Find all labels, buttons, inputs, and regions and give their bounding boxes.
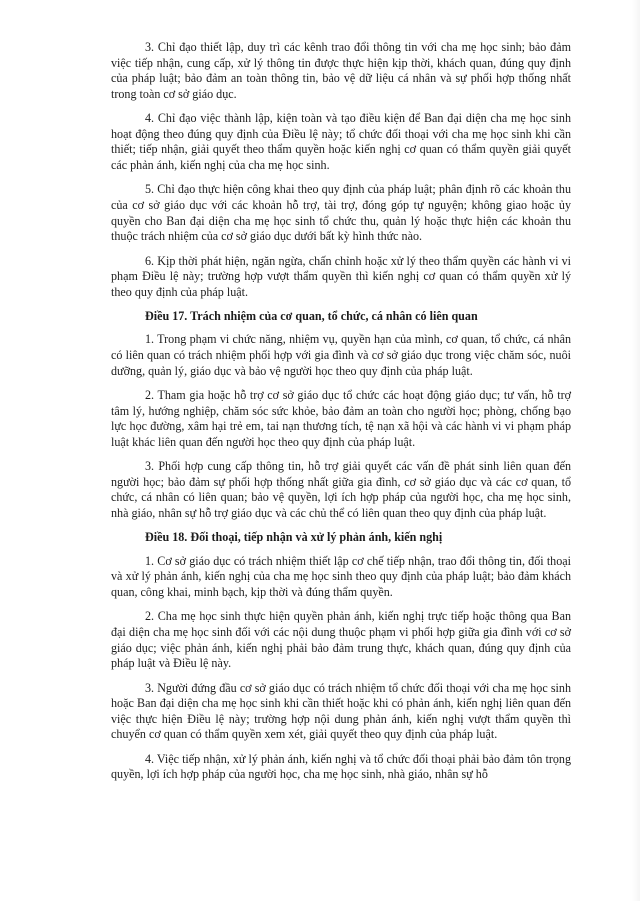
- article-16-clause-3: 3. Chỉ đạo thiết lập, duy trì các kênh trao đổi thông tin với cha mẹ học sinh; bảo đảm việc tiếp nhận, cung cấp, xử lý thông tin được thực hiện kịp thời, khách quan, đúng quy định của pháp luật; bảo đảm an toàn thông tin, bảo vệ dữ liệu cá nhân và sự phối hợp thống nhất trong toàn cơ sở giáo dục.: [111, 40, 571, 101]
- article-18-clause-1: 1. Cơ sở giáo dục có trách nhiệm thiết lập cơ chế tiếp nhận, trao đổi thông tin, đối thoại và xử lý phản ánh, kiến nghị của cha mẹ học sinh theo quy định của pháp luật; bảo đảm khách quan, công khai, minh bạch, kịp thời và đúng thẩm quyền.: [111, 553, 571, 599]
- article-18-clause-3: 3. Người đứng đầu cơ sở giáo dục có trách nhiệm tổ chức đối thoại với cha mẹ học sinh hoặc Ban đại diện cha mẹ học sinh khi cần thiết hoặc khi có phản ánh, kiến nghị liên quan đến việc thực hiện Điều lệ này; trường hợp nội dung phản ánh, kiến nghị vượt thẩm quyền thì chuyển cơ quan có thẩm quyền xem xét, giải quyết theo quy định của pháp luật.: [111, 680, 571, 742]
- article-17-clause-1: 1. Trong phạm vi chức năng, nhiệm vụ, quyền hạn của mình, cơ quan, tổ chức, cá nhân có liên quan có trách nhiệm phối hợp với gia đình và cơ sở giáo dục trong việc chăm sóc, nuôi dưỡng, quản lý, giáo dục và bảo vệ người học theo quy định của pháp luật.: [111, 332, 571, 378]
- article-18-clause-2: 2. Cha mẹ học sinh thực hiện quyền phản ánh, kiến nghị trực tiếp hoặc thông qua Ban đại diện cha mẹ học sinh đối với các nội dung thuộc phạm vi phối hợp giữa gia đình với cơ sở giáo dục; việc phản ánh, kiến nghị phải bảo đảm trung thực, khách quan, đúng quy định của pháp luật và Điều lệ này.: [111, 609, 571, 671]
- article-18-clause-4: 4. Việc tiếp nhận, xử lý phản ánh, kiến nghị và tổ chức đối thoại phải bảo đảm tôn trọng quyền, lợi ích hợp pháp của người học, cha mẹ học sinh, nhà giáo, nhân sự hỗ: [111, 751, 571, 782]
- document-page: [111, 40, 571, 792]
- article-16-clause-4: 4. Chỉ đạo việc thành lập, kiện toàn và tạo điều kiện để Ban đại diện cha mẹ học sinh hoạt động theo đúng quy định của Điều lệ này; tổ chức đối thoại với cha mẹ học sinh khi cần thiết; tiếp nhận, giải quyết theo thẩm quyền hoặc kiến nghị cơ quan có thẩm quyền giải quyết các phản ánh, kiến nghị của cha mẹ học sinh.: [111, 111, 571, 172]
- article-16-clause-6: 6. Kịp thời phát hiện, ngăn ngừa, chấn chỉnh hoặc xử lý theo thẩm quyền các hành vi vi phạm Điều lệ này; trường hợp vượt thẩm quyền thì kiến nghị cơ quan có thẩm quyền xử lý theo quy định của pháp luật.: [111, 253, 571, 299]
- article-17-clause-3: 3. Phối hợp cung cấp thông tin, hỗ trợ giải quyết các vấn đề phát sinh liên quan đến người học; bảo đảm sự phối hợp thống nhất giữa gia đình, cơ sở giáo dục và các cơ quan, tổ chức, cá nhân có liên quan; bảo vệ quyền, lợi ích hợp pháp của người học, cha mẹ học sinh, nhà giáo, nhân sự hỗ trợ giáo dục và các chủ thể có liên quan theo quy định của pháp luật.: [111, 459, 571, 521]
- scan-edge-shadow: [632, 0, 640, 901]
- article-17-heading: Điều 17. Trách nhiệm của cơ quan, tổ chức, cá nhân có liên quan: [145, 309, 478, 324]
- article-16-clause-5: 5. Chỉ đạo thực hiện công khai theo quy định của pháp luật; phân định rõ các khoản thu của cơ sở giáo dục với các khoản hỗ trợ, tài trợ, đóng góp tự nguyện; không giao hoặc ủy quyền cho Ban đại diện cha mẹ học sinh tổ chức thu, quản lý hoặc thực hiện các khoản thu thuộc trách nhiệm của cơ sở giáo dục dưới bất kỳ hình thức nào.: [111, 182, 571, 244]
- article-17-clause-2: 2. Tham gia hoặc hỗ trợ cơ sở giáo dục tổ chức các hoạt động giáo dục; tư vấn, hỗ trợ tâm lý, hướng nghiệp, chăm sóc sức khỏe, bảo đảm an toàn cho người học; phòng, chống bạo lực học đường, xâm hại trẻ em, tai nạn thương tích, tệ nạn xã hội và các hành vi vi phạm pháp luật khác liên quan đến người học theo quy định của pháp luật.: [111, 388, 571, 449]
- article-18-heading: Điều 18. Đối thoại, tiếp nhận và xử lý phản ánh, kiến nghị: [145, 530, 443, 545]
